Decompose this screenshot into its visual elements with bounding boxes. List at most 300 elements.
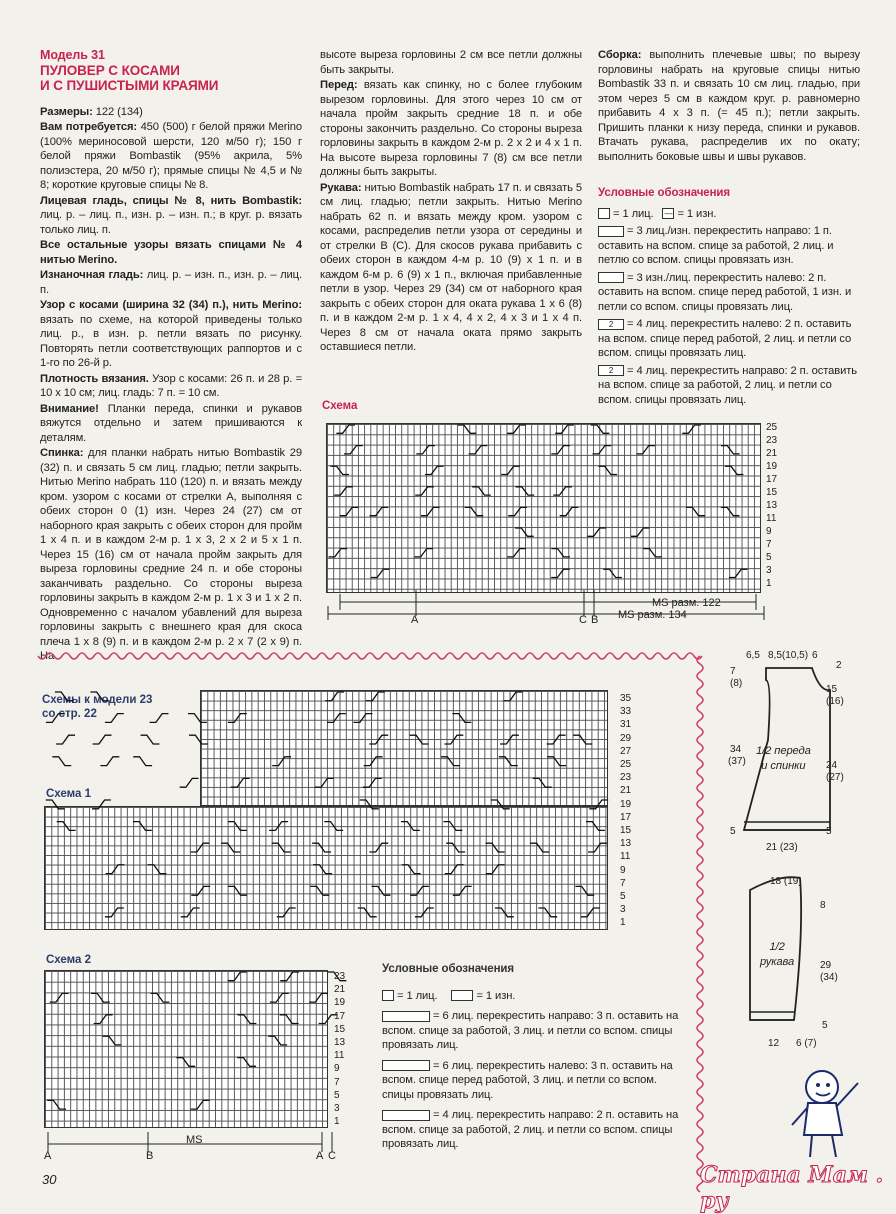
dimension-label: 6,5 [746,650,760,661]
row-number: 3 [620,904,626,916]
paragraph-text: вязать по схеме, на которой приведены только лиц. р., в изн. р. петли вязать по рисунку. Повторять петли соответствующих раппортов и с 1-го по 26-й р. [40,313,302,369]
row-number: 27 [620,745,632,757]
cable-cross-mark [573,735,592,744]
schema2-ms-label: MS [186,1134,203,1146]
row-number: 15 [620,825,632,836]
legend-item [598,317,860,361]
cable-cross-mark [228,714,247,723]
row-number: 1 [620,917,626,929]
cable-cross-mark [370,507,389,515]
paragraph [40,120,302,193]
paragraph-lead: Узор с косами (ширина 32 (34) п.), нить Merino: [40,299,302,311]
cable-cross-mark [360,800,379,809]
paragraph-text: Планки переда, спинки и рукавов вяжутся отдельно и затем пришиваются к деталям. [40,402,302,444]
row-number: 9 [620,864,626,876]
cable-cross-mark [334,487,353,495]
sleeve-pattern-label [760,940,794,969]
cable-cross-mark [313,865,332,874]
legend-text: = 4 лиц. перекрестить направо: 2 п. оставить на вспом. спице за работой, 2 лиц. и петли со вспом. спицы провязать лиц. [382,1109,679,1150]
size-label-134: MS разм. 134 [618,609,687,621]
row-number: 17 [334,1010,346,1022]
cable-cross-mark [344,446,363,454]
dimension-label: (37) [728,756,746,767]
cable-cross-mark [354,714,373,723]
row-number: 13 [766,500,778,511]
legend-text: = 4 лиц. перекрестить налево: 2 п. оставить на вспом. спице перед работой, 2 лиц. и петли со вспом. спицы провязать лиц. [598,318,852,359]
legend-symbol: 2 [598,365,624,376]
cable-cross-mark [729,569,748,577]
row-number: 29 [620,732,632,744]
cable-cross-mark [269,822,288,831]
legend-symbol [598,226,624,237]
dimension-label: 24 [826,760,838,771]
cable-cross-mark [551,446,570,454]
row-number: 21 [620,785,632,797]
arrow-label-c: C [579,614,587,626]
cable-cross-mark [280,1015,299,1024]
cable-cross-mark [401,822,420,831]
cable-cross-mark [366,692,385,701]
paragraph-lead: Размеры: [40,105,93,118]
paragraph [320,78,582,180]
paragraph [40,446,302,664]
legend-item [382,1009,682,1053]
legend-symbol [382,990,394,1001]
cable-cross-mark [588,843,607,852]
legend-text: = 6 лиц. перекрестить налево: 3 п. оставить на вспом. спице перед работой, 3 лиц. и петли со вспом. спицы провязать лиц. [382,1059,673,1101]
cable-cross-mark [363,778,382,787]
row-number: 21 [766,448,778,459]
article-title-line1: ПУЛОВЕР С КОСАМИ [40,62,180,78]
schema2-cables-overlay [44,970,328,1128]
row-number: 9 [334,1063,340,1075]
cable-cross-mark [191,886,210,895]
arrow-label-a: A [411,614,419,626]
cable-cross-mark [421,507,440,515]
cable-cross-mark [57,822,76,831]
cable-cross-mark [530,843,549,852]
cable-cross-mark [452,714,471,723]
cable-cross-mark [643,549,662,557]
cable-cross-mark [410,886,429,895]
row-number: 11 [334,1050,345,1062]
article-title-line2: И С ПУШИСТЫМИ КРАЯМИ [40,77,219,93]
right-text-column [598,48,860,410]
paragraph [320,48,582,77]
row-number: 15 [334,1023,346,1035]
cable-cross-mark [189,735,208,744]
row-number: 7 [620,877,626,889]
page-number: 30 [42,1172,57,1187]
cable-cross-mark [555,425,574,433]
schema1-title: Схема 1 [46,788,92,800]
cable-cross-mark [598,466,617,474]
cable-cross-mark [277,908,296,917]
legend-text: = 1 лиц. [613,207,657,220]
cable-cross-mark [721,507,740,515]
legend-text: = 1 изн. [677,207,717,220]
cable-cross-mark [591,425,610,433]
schema2-arrow-a2: A [316,1150,324,1162]
cable-cross-mark [94,1015,113,1024]
paragraph-text: 450 (500) г белой пряжи Merino (100% мериносовой шерсти, 120 м/50 г); 150 г белой пряжи Bombastik (95% акрила, 5% полиэстера, 20 м/50 г); прямые спицы № 4,5 и № 8; короткие круговые спицы № 8. [40,121,302,191]
cable-cross-mark [100,757,119,766]
paragraph-lead: Сборка: [598,49,642,61]
row-number: 3 [766,565,772,576]
cable-cross-mark [516,487,535,495]
cable-cross-mark [586,822,605,831]
legend-symbol: — [662,208,674,219]
cable-cross-mark [425,466,444,474]
cable-cross-mark [181,908,200,917]
sleeve-label-line2: рукава [760,955,795,968]
row-number: 21 [334,984,346,996]
cable-cross-mark [358,908,377,917]
paragraph-text: выполнить плечевые швы; по вырезу горловины набрать на круговые спицы нитью Bombastik 33 п. и связать 10 см лиц. гладью, при этом через 5 см в каждом круг. р. равномерно прибавить 4 х 3 п. (= 45 п.); петли закрыть. Пришить планки к низу переда, спинки и рукавов. Втачать рукава, распределив их по окату; выполнить боковые швы и швы рукавов. [598,49,860,163]
paragraph-lead: Рукава: [320,181,362,194]
cable-cross-mark [90,692,109,701]
cable-cross-mark [371,569,390,577]
legend-title: Условные обозначения [598,187,731,199]
row-number: 5 [620,891,626,902]
cable-cross-mark [237,1015,256,1024]
row-number: 3 [334,1103,340,1114]
bottom-heading-line1: Схемы к модели 23 [42,694,153,706]
cable-cross-mark [533,778,552,787]
cable-cross-mark [551,549,570,557]
schema2-title: Схема 2 [46,954,92,966]
cable-cross-mark [507,549,526,557]
row-number: 5 [766,552,772,563]
cable-cross-mark [327,714,346,723]
row-number: 15 [766,487,778,498]
cable-cross-mark [329,549,348,557]
paragraph-lead: Все остальные узоры вязать спицами № 4 нитью Merino. [40,239,302,266]
cable-cross-mark [188,714,207,723]
cable-cross-mark [309,993,328,1002]
paragraph [40,372,302,401]
row-number: 17 [620,811,632,823]
dimension-label: 29 [820,960,832,971]
paragraph-text: вязать как спинку, но с более глубоким вырезом горловины. Для этого через 10 см от начала пройм закрыть средние 18 п. и обе стороны закончить раздельно. Со стороны выреза горловины закрыть в каждом 2-м р. 2 х 2 и 4 х 1 п. На высоте выреза горловины 7 (8) см все петли должны быть закрыты. [320,79,582,178]
row-number: 11 [766,513,777,524]
cable-cross-mark [636,446,655,454]
row-number: 5 [334,1089,340,1101]
legend-symbol [451,990,473,1001]
cable-cross-mark [141,735,160,744]
cable-cross-mark [458,425,477,433]
cable-cross-mark [441,757,460,766]
dimension-label: (8) [730,678,743,689]
cable-cross-mark [133,757,152,766]
schema-title: Схема [322,400,358,412]
paragraph-text: Узор с косами: 26 п. и 28 р. = 10 х 10 см; лиц. гладь: 7 п. = 10 см. [40,372,302,399]
legend-list [598,207,860,408]
cable-cross-mark [272,757,291,766]
cable-cross-mark [444,735,463,744]
schema2-arrow-a: A [44,1150,52,1162]
schema-repeat-brackets [326,590,766,630]
paragraph [40,402,302,446]
cable-cross-mark [538,908,557,917]
cable-cross-mark [312,843,331,852]
paragraph-lead: Внимание! [40,402,99,415]
cable-cross-mark [414,549,433,557]
cable-cross-mark [91,993,110,1002]
cable-cross-mark [369,843,388,852]
dimension-label: 15 [826,684,838,695]
cable-cross-mark [310,886,329,895]
cable-cross-mark [725,466,744,474]
paragraph-text: для планки набрать нитью Bombastik 29 (32) п. и связать 5 см лиц. гладью; петли закрыть. Нитью Merino набрать 110 (120) п. и вязать между кром. узором с косами от стрелки А, выполняя с обеих сторон 0 (1) изн. Через 24 (27) см от наборного края закрыть с обеих сторон для пройм 1 х 4 п. и в каждом 2-м р. 1 х 3, 2 х 2 и 5 х 1 п. Через 15 (16) см от начала пройм закрыть для выреза горловины средние 24 п. и обе стороны заканчивать раздельно. Со стороны выреза горловины закрыть в каждом 2-м р. 1 х 3 и 1 х 2 п. Одновременно с началом убавлений для выреза горловины закрыть с внешнего края для скоса плеча 1 х 8 (9) п. и в каждом 2-м р. 2 х 7 (2 х 9) п. На [40,447,302,662]
paragraph-lead: Изнаночная гладь: [40,269,144,281]
schema2-arrow-c: C [328,1150,336,1162]
dimension-label: 7 [730,666,736,677]
dimension-label: 5 [826,826,832,837]
row-number: 1 [766,578,772,589]
cable-cross-mark [547,735,566,744]
row-number: 23 [620,772,632,784]
cable-cross-mark [560,507,579,515]
row-number: 1 [334,1116,340,1128]
cable-cross-mark [575,886,594,895]
cable-cross-mark [486,865,505,874]
legend-item [382,1059,682,1103]
cable-cross-mark [268,1036,287,1045]
paragraph [320,181,582,355]
cable-cross-mark [364,757,383,766]
cable-cross-mark [589,800,608,809]
size-label-122: MS разм. 122 [652,597,721,609]
legend-text: = 1 изн. [476,989,516,1002]
cable-cross-mark [180,778,199,787]
dimension-label: (34) [820,972,838,983]
cable-cross-mark [106,865,125,874]
cable-cross-mark [231,778,250,787]
row-number: 25 [766,422,778,433]
row-number: 9 [766,526,772,537]
paragraph [598,48,860,164]
legend-symbol [382,1011,430,1022]
row-number: 7 [334,1076,340,1088]
paragraph-lead: Вам потребуется: [40,121,138,133]
paragraph [40,238,302,267]
cable-cross-mark [147,865,166,874]
dimension-label: (16) [826,696,844,707]
cable-cross-mark [501,466,520,474]
legend-item [598,224,860,268]
schema1-cables-overlay [44,690,608,930]
cable-cross-mark [324,822,343,831]
cable-cross-mark [581,908,600,917]
cable-cross-mark [446,843,465,852]
cable-cross-mark [587,528,606,536]
paragraph [40,105,302,120]
cartoon-child-illustration [780,1065,870,1165]
cable-cross-mark [270,993,289,1002]
legend-symbol [598,208,610,219]
legend-symbol [382,1110,430,1121]
cable-cross-mark [495,908,514,917]
row-number: 23 [766,435,778,446]
dimension-label: 21 (23) [766,842,798,853]
cable-cross-mark [453,886,472,895]
left-paragraphs [40,105,302,664]
cable-cross-mark [508,507,527,515]
cable-cross-mark [603,569,622,577]
cable-cross-mark [416,446,435,454]
paragraph-text: нитью Bombastik набрать 17 п. и связать 5 см лиц. гладью; петли закрыть. Нитью Merino набрать 62 п. и вязать между кром. узором с косами, распределив петли узора от середины и от стрелки В (С). Для скосов рукава прибавить с обеих сторон в каждом 4-м р. 10 (9) х 1 п. и в каждом 6-м р. 6 (9) х 1 п., включая прибавленные петли в узор. Через 29 (34) см от наборного края закрыть с обеих сторон для оката рукава 1 х 6 (8) п. и в каждом 2-м р. 1 х 4, 4 х 2, 4 х 3 и 1 х 4 п. Через 8 см от начала оката прямо закрыть оставшиеся петли. [320,181,582,353]
cable-cross-mark [551,569,570,577]
bottom-legend [382,962,682,1158]
sleeve-label-line1: 1/2 [769,941,785,953]
cable-cross-mark [133,822,152,831]
cable-cross-mark [503,692,522,701]
dimension-label: 12 [768,1038,780,1049]
cable-cross-mark [46,800,65,809]
dimension-label: 5 [730,826,736,837]
cable-cross-mark [721,446,740,454]
cable-cross-mark [228,822,247,831]
model-label: Модель 31 [40,48,105,62]
cable-cross-mark [176,1058,195,1067]
cable-cross-mark [191,843,210,852]
paragraph-lead: Плотность вязания. [40,372,149,385]
legend-item [382,989,682,1004]
cable-cross-mark [50,993,69,1002]
paragraph [40,268,302,297]
cable-cross-mark [499,757,518,766]
legend-text: = 1 лиц. [397,989,438,1002]
dimension-label: 18 (19) [770,876,802,887]
cable-cross-mark [151,993,170,1002]
cable-cross-mark [105,908,124,917]
dimension-label: (27) [826,772,844,783]
paragraph-lead: Лицевая гладь, спицы № 8, нить Bombastik: [40,194,302,207]
dimension-label: 34 [730,744,742,755]
cable-cross-mark [340,507,359,515]
paragraph-text: лиц. р. – лиц. п., изн. р. – изн. п.; в круг. р. вязать только лиц. п. [40,209,302,236]
cable-cross-mark [445,865,464,874]
bottom-heading-line2: со стр. 22 [42,708,97,720]
dimension-label: 2 [836,660,842,671]
legend-text: = 6 лиц. перекрестить направо: 3 п. оставить на вспом. спице за работой, 3 лиц. и петли со вспом. спицы провязать лиц. [382,1010,679,1051]
bottom-legend-title: Условные обозначения [382,963,515,975]
legend-symbol: 2 [598,319,624,330]
dimension-label: 8 [820,900,826,911]
cable-cross-mark [472,487,491,495]
body-pattern-label [756,744,811,773]
row-number: 13 [620,838,632,850]
cable-cross-mark [465,507,484,515]
cable-cross-mark [191,1100,210,1109]
right-paragraphs [598,48,860,164]
legend-text: = 3 лиц./изн. перекрестить направо: 1 п. оставить на вспом. спице за работой, 2 лиц. и петлю со вспом. спицы провязать изн. [598,225,834,266]
bottom-legend-list [382,989,682,1152]
cable-cross-mark [325,692,344,701]
dimension-label: 6 (7) [796,1038,817,1049]
cable-cross-mark [631,528,650,536]
cable-cross-mark [272,843,291,852]
row-number: 13 [334,1037,346,1048]
legend-item [598,207,860,222]
row-number: 7 [766,539,772,550]
legend-item [598,271,860,315]
cable-cross-mark [371,886,390,895]
cable-cross-mark [221,843,240,852]
middle-text-column [320,48,582,356]
cable-cross-mark [47,1100,66,1109]
cable-cross-mark [369,735,388,744]
cable-cross-mark [491,800,510,809]
row-number: 25 [620,759,632,770]
paragraph-text: высоте выреза горловины 2 см все петли должны быть закрыты. [320,49,582,76]
cable-cross-mark [330,466,349,474]
dimension-label: 6 [812,650,818,661]
row-number: 31 [620,719,632,731]
paragraph-text: лиц. р. – изн. п., изн. р. – лиц. п. [40,269,303,296]
watermark-logo: Страна Мам . ру [700,1162,884,1214]
legend-text: = 3 изн./лиц. перекрестить налево: 2 п. оставить на вспом. спице перед работой, 1 изн. и петли со вспом. спицы провязать лиц. [598,271,852,313]
cable-cross-mark [443,822,462,831]
row-number: 19 [334,997,346,1009]
cable-cross-mark [415,908,434,917]
paragraph [40,194,302,238]
legend-item [598,364,860,408]
row-number: 33 [620,706,632,718]
cable-cross-mark [486,843,505,852]
row-number: 11 [620,851,631,863]
cable-cross-mark [553,487,572,495]
cable-cross-mark [315,778,334,787]
cable-cross-mark [593,446,612,454]
body-label-line1: 1/2 переда [756,745,811,757]
cable-cross-mark [682,425,701,433]
cable-cross-mark [547,757,566,766]
cable-cross-mark [105,714,124,723]
cable-cross-mark [686,507,705,515]
middle-paragraphs [320,48,582,355]
cable-cross-mark [46,714,65,723]
row-number: 23 [334,971,346,982]
cable-cross-mark [228,972,247,981]
cable-cross-mark [228,886,247,895]
legend-item [382,1108,682,1152]
cable-cross-mark [515,528,534,536]
row-number: 35 [620,693,632,704]
left-text-column [40,48,302,665]
body-label-line2: и спинки [761,759,806,772]
cable-cross-mark [280,972,299,981]
paragraph-lead: Спинка: [40,447,84,459]
cable-cross-mark [469,446,488,454]
cable-cross-mark [500,735,519,744]
schema-cables-overlay [326,423,761,593]
paragraph-lead: Перед: [320,79,358,91]
legend-text: = 4 лиц. перекрестить направо: 2 п. оставить на вспом. спице за работой, 2 лиц. и петли со вспом. спицы провязать лиц. [598,364,858,406]
cable-cross-mark [237,1058,256,1067]
schema2-arrow-b: B [146,1150,154,1162]
legend-symbol [382,1060,430,1071]
cable-cross-mark [336,425,355,433]
cable-cross-mark [93,735,112,744]
dimension-label: 8,5(10,5) [768,650,809,661]
cable-cross-mark [92,800,111,809]
legend-symbol [598,272,624,283]
row-number: 19 [620,798,632,810]
cable-cross-mark [103,1036,122,1045]
cable-cross-mark [150,714,169,723]
